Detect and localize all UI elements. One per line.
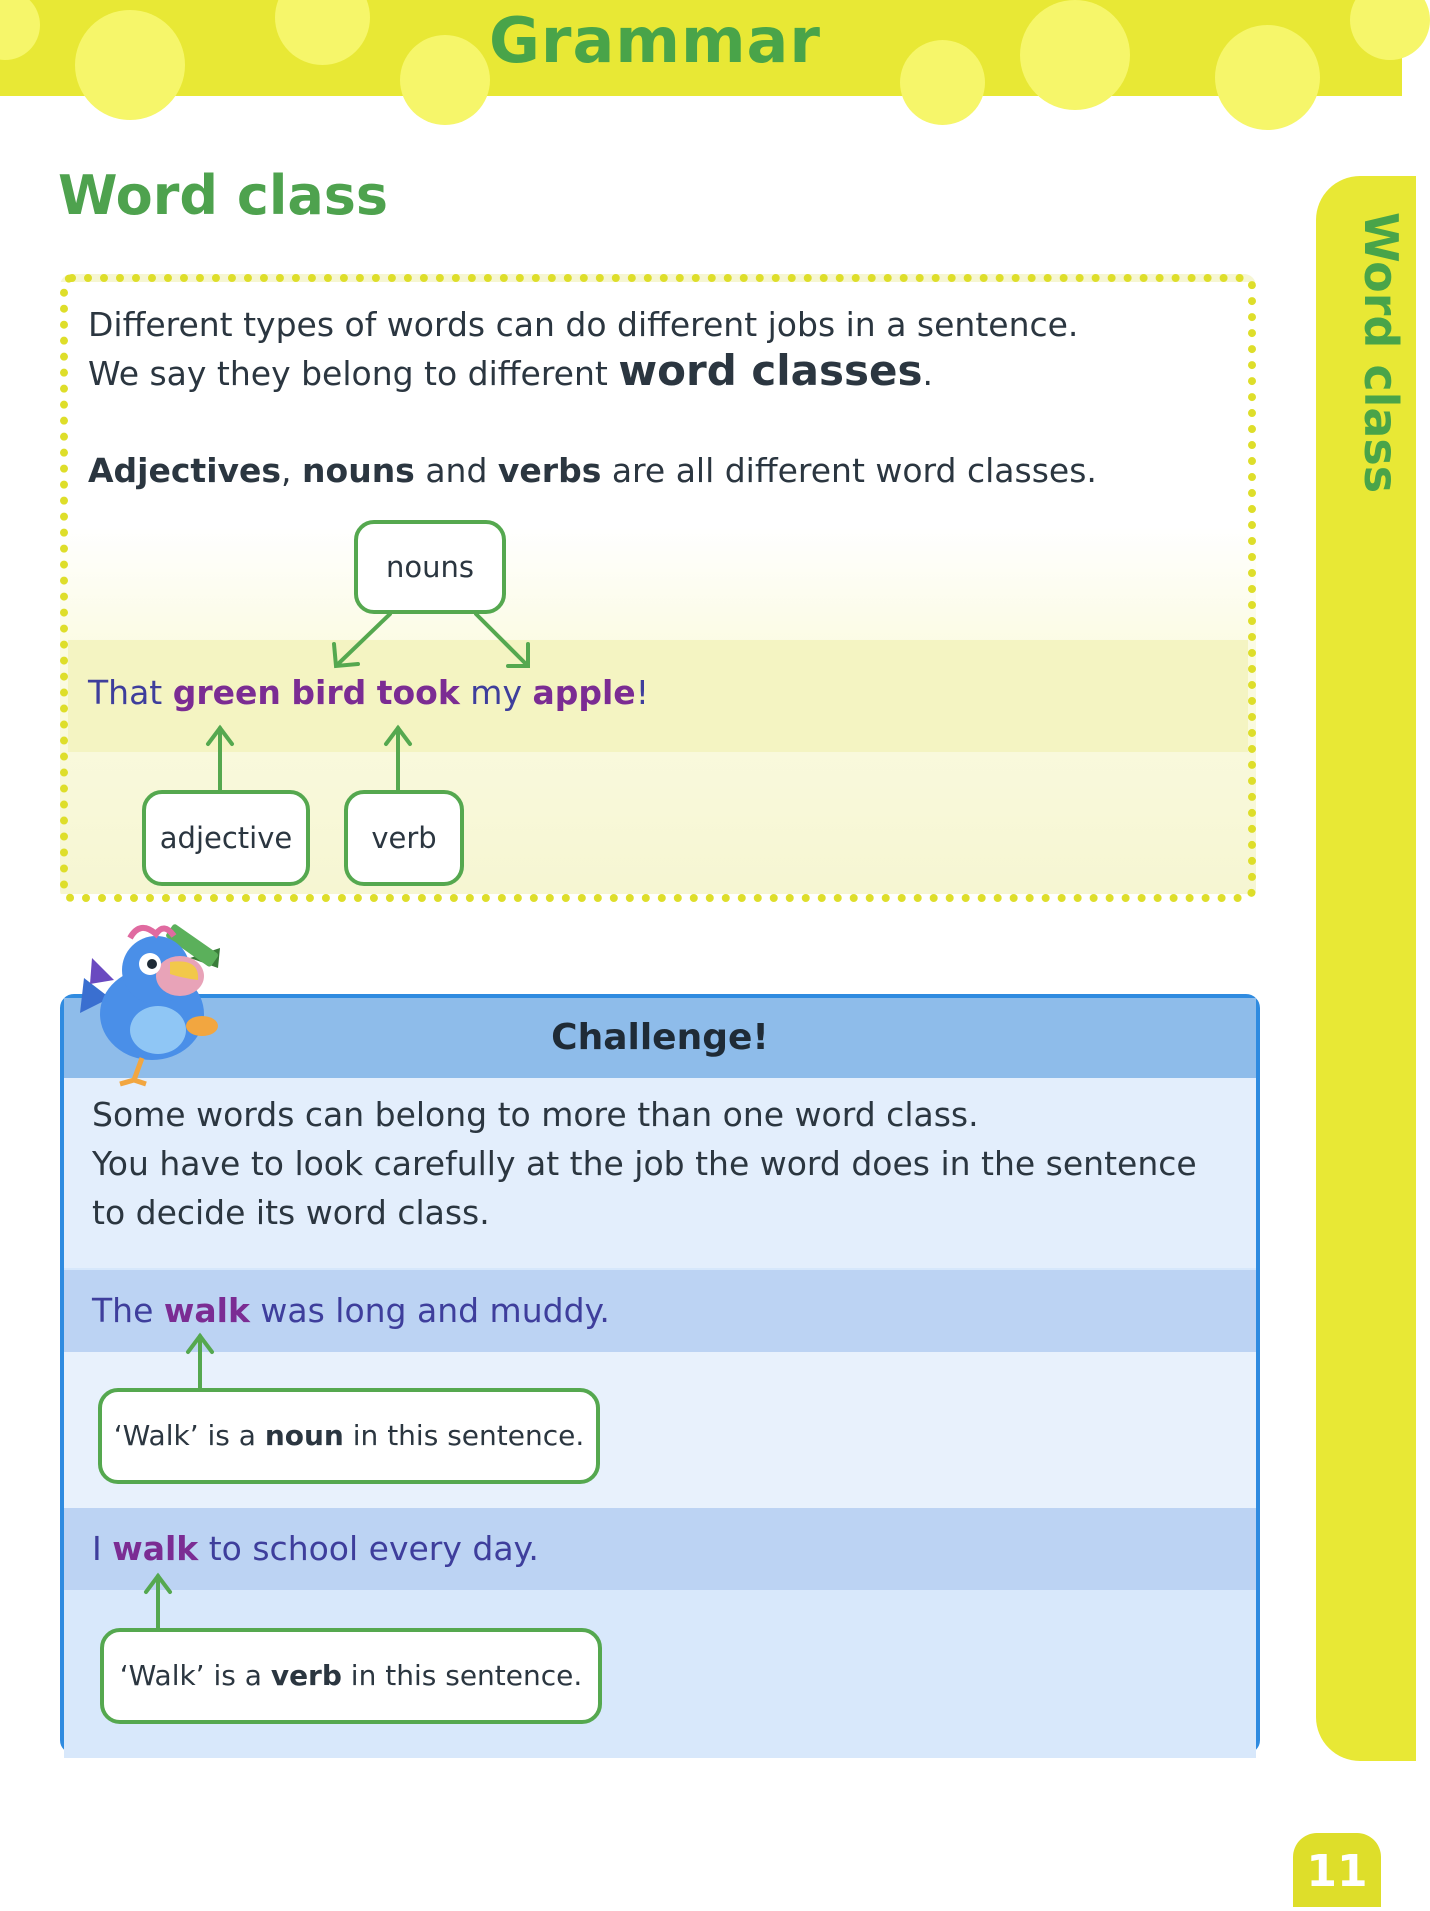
explanation-1-noun: noun [264, 1419, 344, 1452]
example-word-bird: bird [291, 673, 367, 712]
sentence-2-post: to school every day. [198, 1529, 539, 1568]
intro-line-3-rest: are all different word classes. [601, 451, 1097, 490]
sentence-1-word-walk: walk [163, 1291, 250, 1330]
top-banner [0, 0, 1402, 96]
intro-line-3-sep1: , [281, 451, 303, 490]
challenge-line-2: You have to look carefully at the job the word does in the sentence [92, 1144, 1197, 1183]
sentence-1-post: was long and muddy. [249, 1291, 610, 1330]
intro-line-3-sep2: and [414, 451, 498, 490]
example-part-2: my [459, 673, 533, 712]
intro-line-1-text: Different types of words can do different jobs in a sentence. [88, 305, 1079, 344]
term-adjectives: Adjectives [88, 451, 282, 490]
example-word-green: green [172, 673, 281, 712]
bird-mascot-icon [70, 918, 230, 1088]
adjective-label-box: adjective [142, 790, 310, 886]
challenge-title: Challenge! [64, 998, 1256, 1078]
explanation-1-post: in this sentence. [343, 1419, 585, 1452]
side-tab-label: Word class [1354, 212, 1408, 494]
challenge-box [60, 994, 1260, 1754]
challenge-line-1: Some words can belong to more than one word class. [92, 1095, 979, 1134]
example-part-3: ! [635, 673, 649, 712]
example-word-took: took [376, 673, 460, 712]
section-title: Word class [58, 164, 389, 227]
arrow-nouns-to-apple [476, 614, 526, 664]
verb-label-box: verb [344, 790, 464, 886]
page-number: 11 [1293, 1833, 1381, 1907]
intro-arrows [68, 282, 1264, 910]
term-nouns: nouns [302, 451, 415, 490]
term-verbs: verbs [497, 451, 602, 490]
intro-line-2-suffix: . [922, 354, 933, 393]
term-word-classes: word classes [618, 346, 923, 395]
challenge-line-3: to decide its word class. [92, 1193, 490, 1232]
apple-decoration [1350, 0, 1430, 60]
example-word-apple: apple [532, 673, 636, 712]
explanation-2-pre: ‘Walk’ is a [119, 1659, 271, 1692]
intro-line-2-prefix: We say they belong to different [88, 354, 619, 393]
example-part-1: That [88, 673, 173, 712]
intro-box [60, 274, 1256, 902]
explanation-2-post: in this sentence. [341, 1659, 583, 1692]
challenge-arrows [64, 998, 1264, 1758]
sentence-2-pre: I [92, 1529, 113, 1568]
nouns-label-box: nouns [354, 520, 506, 614]
banner-title: Grammar [489, 4, 821, 77]
sentence-1-pre: The [92, 1291, 164, 1330]
sentence-2-word-walk: walk [112, 1529, 199, 1568]
explanation-1-pre: ‘Walk’ is a [113, 1419, 265, 1452]
arrow-nouns-to-bird [338, 614, 390, 664]
explanation-2-verb: verb [270, 1659, 342, 1692]
